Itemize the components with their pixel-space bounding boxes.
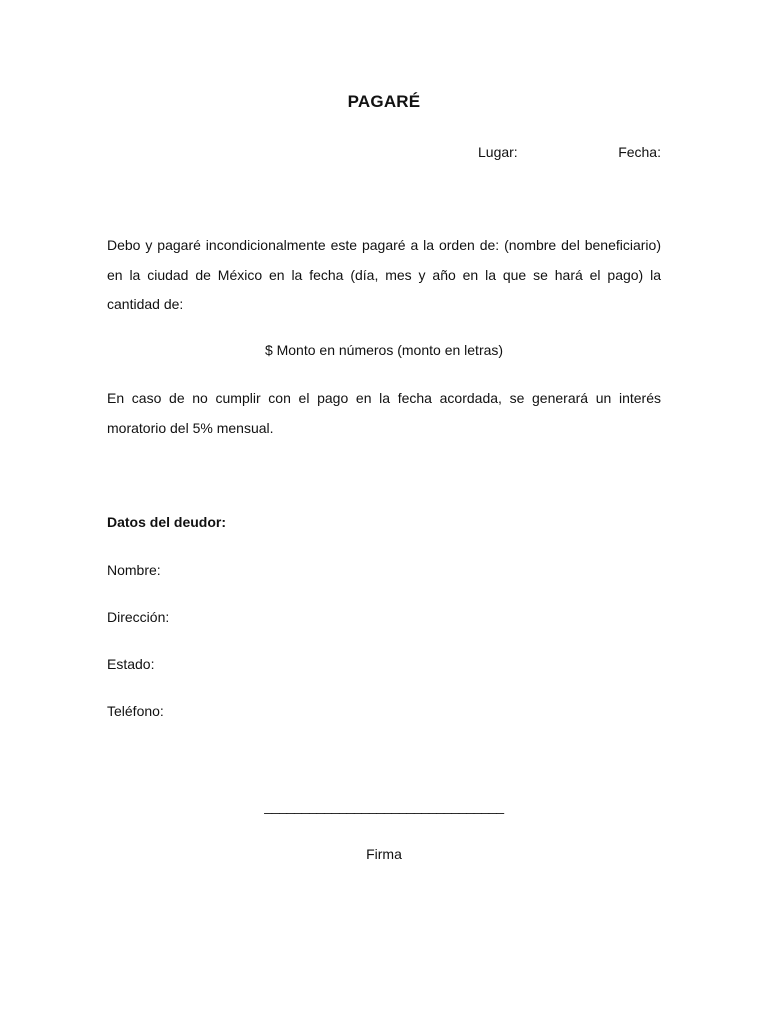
debtor-phone-label: Teléfono:	[107, 703, 164, 719]
place-date-row	[107, 144, 661, 164]
debtor-address-label: Dirección:	[107, 609, 170, 625]
signature-line: ________________________________	[264, 798, 504, 814]
debtor-state-label: Estado:	[107, 656, 155, 672]
date-label: Fecha:	[618, 144, 661, 160]
document-title: PAGARÉ	[347, 92, 421, 111]
signature-label: Firma	[366, 846, 402, 862]
place-label: Lugar:	[478, 144, 518, 160]
debtor-name-label: Nombre:	[107, 562, 161, 578]
debtor-heading: Datos del deudor:	[107, 514, 227, 530]
promise-paragraph: Debo y pagaré incondicionalmente este pagaré a la orden de: (nombre del beneficiario) en la ciudad de México en la fecha (día, mes y año en la que se hará el pago) la cantidad de:	[107, 237, 661, 312]
interest-paragraph: En caso de no cumplir con el pago en la fecha acordada, se generará un interés moratorio del 5% mensual.	[107, 390, 661, 436]
amount-line: $ Monto en números (monto en letras)	[264, 342, 504, 358]
